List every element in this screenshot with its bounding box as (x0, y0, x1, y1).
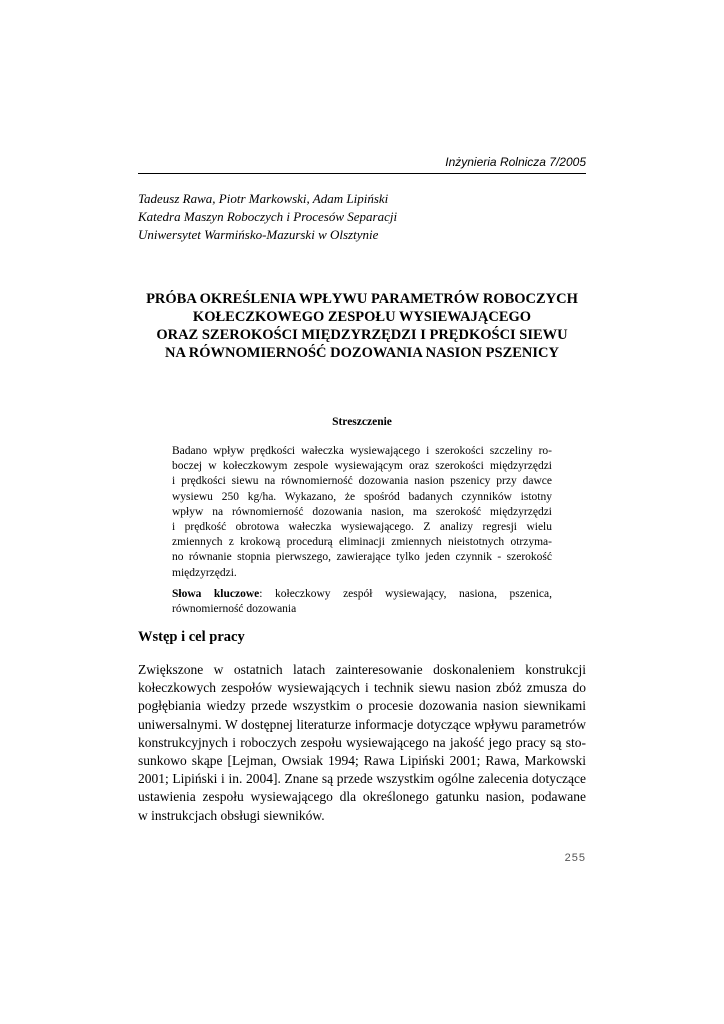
body-line: pogłębiania wiedzy przede wszystkim o procesie dozowania nasion siewnikami (138, 698, 586, 714)
author-names: Tadeusz Rawa, Piotr Markowski, Adam Lipiński (138, 191, 389, 206)
page-number: 255 (564, 852, 586, 864)
author-block (138, 190, 397, 244)
title-line: PRÓBA OKREŚLENIA WPŁYWU PARAMETRÓW ROBOCZYCH (146, 291, 578, 307)
abstract-line: wysiewu 250 kg/ha. Wykazano, że spośród badanych czynników istotny (172, 490, 552, 503)
keywords-line (172, 587, 552, 602)
body-line: kołeczkowych zespołów wysiewających i technik siewu nasion zbóż zmusza do (138, 680, 586, 696)
body-line: sunkowo skąpe [Lejman, Owsiak 1994; Rawa Lipiński 2001; Rawa, Markowski (138, 753, 586, 769)
title-line: ORAZ SZEROKOŚCI MIĘDZYRZĘDZI I PRĘDKOŚCI SIEWU (156, 327, 568, 343)
abstract-line: boczej w kołeczkowym zespole wysiewającym oraz szerokości międzyrzędzi (172, 460, 552, 473)
abstract-line: i prędkości siewu na równomierność dozowania nasion pszenicy przy dawce (172, 475, 552, 488)
keywords-block (172, 587, 552, 617)
author-university: Uniwersytet Warmińsko-Mazurski w Olsztynie (138, 227, 379, 242)
body-line: Zwiększone w ostatnich latach zainteresowanie doskonaleniem konstrukcji (138, 662, 586, 677)
section-heading: Wstęp i cel pracy (138, 629, 245, 645)
abstract-line: i prędkość obrotowa wałeczka wysiewającego. Z analizy regresji wielu (172, 521, 552, 534)
header-divider (138, 173, 586, 174)
abstract-body (172, 444, 552, 581)
title-line: KOŁECZKOWEGO ZESPOŁU WYSIEWAJĄCEGO (192, 309, 532, 325)
keywords-label: Słowa kluczowe (172, 588, 260, 600)
abstract-line: zmiennych z krokową procedurą eliminacji zmiennych nieistotnych otrzyma- (172, 536, 552, 549)
body-line: ustawienia zespołu wysiewającego dla określonego gatunku nasion, podawane (138, 789, 586, 805)
abstract-line: no równanie stopnia pierwszego, zawierające tylko jeden czynnik - szerokość (172, 551, 552, 564)
keywords-line: równomierność dozowania (172, 603, 297, 616)
abstract-line: wpływ na równomierność dozowania nasion, ma szerokość międzyrzędzi (172, 505, 552, 518)
keywords-list: : kołeczkowy zespół wysiewający, nasiona, pszenica, (259, 588, 553, 600)
title-line: NA RÓWNOMIERNOŚĆ DOZOWANIA NASION PSZENICY (165, 345, 559, 361)
body-line: 2001; Lipiński i in. 2004]. Znane są przede wszystkim ogólne zalecenia dotyczące (138, 771, 586, 787)
abstract-heading: Streszczenie (332, 416, 392, 428)
body-line: konstrukcyjnych i roboczych zespołu wysiewającego na jakość jego pracy są sto- (138, 734, 586, 750)
abstract-line: międzyrzędzi. (172, 566, 237, 579)
body-line: uniwersalnymi. W dostępnej literaturze informacje dotyczące wpływu parametrów (138, 716, 586, 732)
body-line: w instrukcjach obsługi siewników. (138, 807, 325, 823)
section-body (138, 661, 586, 825)
abstract-line: Badano wpływ prędkości wałeczka wysiewającego i szerokości szczeliny ro- (172, 445, 552, 457)
journal-header: Inżynieria Rolnicza 7/2005 (445, 155, 586, 169)
paper-title (138, 290, 586, 362)
author-department: Katedra Maszyn Roboczych i Procesów Separacji (138, 209, 398, 224)
